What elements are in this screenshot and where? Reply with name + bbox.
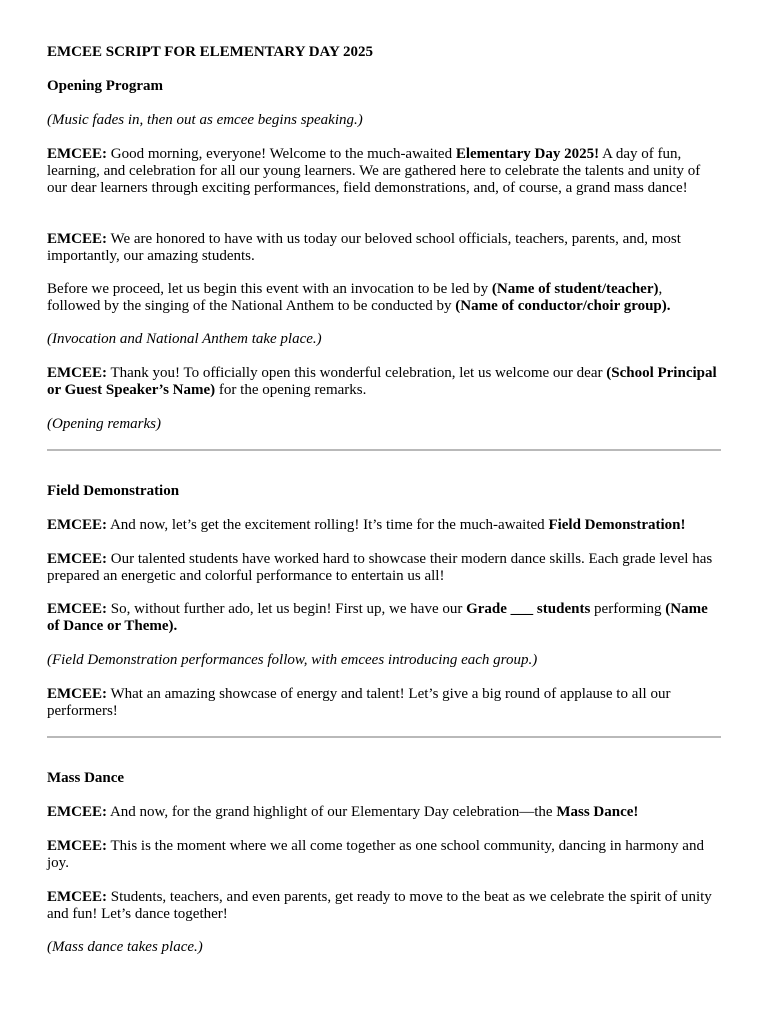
section-heading-mass-dance: Mass Dance	[47, 770, 125, 786]
paragraph	[47, 231, 719, 265]
paragraph-text: And now, let’s get the excitement rolling! It’s time for the much-awaited	[109, 517, 549, 533]
paragraph-text: Thank you! To officially open this wonderful celebration, let us welcome our dear	[110, 365, 607, 381]
emcee-label: EMCEE:	[47, 838, 107, 854]
paragraph-text: Before we proceed, let us begin this event with an invocation to be led by	[47, 281, 492, 297]
document-title: EMCEE SCRIPT FOR ELEMENTARY DAY 2025	[47, 44, 374, 60]
emcee-label: EMCEE:	[47, 365, 107, 381]
stage-direction: (Opening remarks)	[47, 416, 162, 432]
event-name: Mass Dance!	[556, 804, 639, 820]
stage-direction: (Field Demonstration performances follow, with emcees introducing each group.)	[47, 652, 538, 668]
paragraph	[47, 146, 719, 197]
placeholder-text: (School Principal or Guest Speaker’s Name)	[47, 365, 717, 398]
paragraph-text: What an amazing showcase of energy and talent! Let’s give a big round of applause to all our performers!	[47, 686, 671, 719]
section-heading-field-demonstration: Field Demonstration	[47, 483, 180, 499]
stage-direction: (Mass dance takes place.)	[47, 939, 203, 955]
paragraph	[47, 838, 719, 872]
paragraph	[47, 365, 719, 399]
paragraph-text: We are honored to have with us today our beloved school officials, teachers, parents, and, most importantly, our amazing students.	[47, 231, 681, 264]
horizontal-divider	[47, 736, 721, 738]
emcee-label: EMCEE:	[47, 231, 107, 247]
emcee-label: EMCEE:	[47, 686, 107, 702]
emcee-label: EMCEE:	[47, 517, 107, 533]
paragraph-text: Our talented students have worked hard to showcase their modern dance skills. Each grade level has prepared an energetic and colorful performance to entertain us all!	[47, 551, 713, 584]
placeholder-text: (Name of student/teacher)	[491, 281, 659, 297]
paragraph	[47, 551, 719, 585]
paragraph-text: And now, for the grand highlight of our Elementary Day celebration—the	[109, 804, 557, 820]
paragraph-text: This is the moment where we all come together as one school community, dancing in harmony and joy.	[47, 838, 704, 871]
section-heading-opening-program: Opening Program	[47, 78, 163, 94]
paragraph-text: Students, teachers, and even parents, get ready to move to the beat as we celebrate the spirit of unity and fun! Let’s dance together!	[47, 889, 712, 922]
emcee-label: EMCEE:	[47, 889, 107, 905]
placeholder-text: (Name of Dance or Theme).	[47, 601, 708, 634]
stage-direction: (Music fades in, then out as emcee begins speaking.)	[47, 112, 363, 128]
paragraph-text: Good morning, everyone! Welcome to the much-awaited	[110, 146, 456, 162]
emcee-label: EMCEE:	[47, 551, 107, 567]
paragraph	[47, 686, 719, 720]
paragraph-text: for the opening remarks.	[215, 382, 367, 398]
emcee-label: EMCEE:	[47, 804, 107, 820]
stage-direction: (Invocation and National Anthem take place.)	[47, 331, 322, 347]
emcee-label: EMCEE:	[47, 146, 107, 162]
event-name: Field Demonstration!	[548, 517, 686, 533]
emcee-label: EMCEE:	[47, 601, 107, 617]
paragraph-text: A day of fun, learning, and celebration for all our young learners. We are gathered here to celebrate the talents and unity of our dear learners through exciting performances, field demonstrations, and, of course, a grand mass dance!	[47, 146, 701, 196]
paragraph	[47, 889, 719, 923]
paragraph	[47, 601, 719, 635]
event-name: Elementary Day 2025!	[455, 146, 600, 162]
paragraph-text: performing	[590, 601, 666, 617]
paragraph	[47, 517, 719, 534]
paragraph	[47, 281, 719, 315]
horizontal-divider	[47, 449, 721, 451]
placeholder-text: Grade ___ students	[466, 601, 591, 617]
paragraph-text: So, without further ado, let us begin! First up, we have our	[110, 601, 467, 617]
paragraph-text: , followed by the singing of the National Anthem to be conducted by	[47, 281, 663, 314]
paragraph	[47, 804, 719, 821]
placeholder-text: (Name of conductor/choir group).	[455, 298, 671, 314]
